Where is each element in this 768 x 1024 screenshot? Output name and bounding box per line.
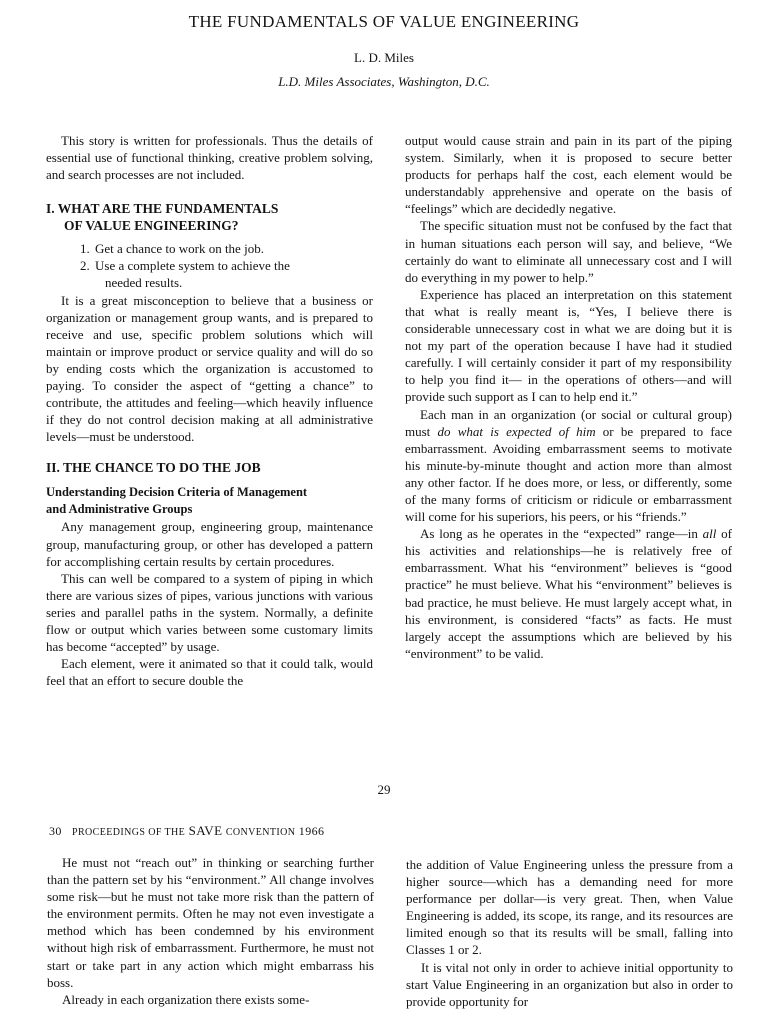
as-long-emphasis: all (702, 526, 717, 542)
each-man-emphasis: do what is expected of him (437, 423, 596, 439)
as-long-text-a: As long as he operates in the “expected” range—in (420, 526, 703, 542)
misconception-paragraph: It is a great misconception to believe that a business or organization or management group wants, and is prepared to receive and use, specific problem solutions which will maintain or improve product or service quality and will do so by ending costs which the organization is accustomed to paying. To consider the aspect of “getting a chance” to contribute, the attitudes and feeling—which heavily influence if they do not control decision making at all administrative levels—must be understood. (46, 292, 373, 445)
reach-out-paragraph: He must not “reach out” in thinking or searching further than the pattern set by his “environment.” All change involves some risk—but he must not take more risk than the pattern of the environment permits. Often he may not even investigate a method which has been condemned by his environment without high risk of embarrassment. Furthermore, he must not start or take part in any action which might embarrass his boss. (47, 855, 374, 990)
fundamentals-list (46, 240, 373, 291)
each-man-text-a: Each man in an organization (or social or cultural group) must (405, 406, 732, 439)
as-long-paragraph (405, 525, 732, 662)
specific-situation-paragraph: The specific situation must not be confused by the fact that in human situations each person will say, and believe, “We certainly do want to eliminate all unnecessary cost and I will do everything in my power to help.” (405, 218, 732, 285)
section-heading-2: II. THE CHANCE TO DO THE JOB (46, 460, 261, 476)
section-heading-1-line2: OF VALUE ENGINEERING? (64, 218, 239, 234)
intro-paragraph: This story is written for professionals. Thus the details of essential use of functional thinking, creative problem solving, and search processes are not included. (46, 133, 373, 183)
running-header-text-b: CONVENTION (225, 827, 296, 838)
list-item (93, 257, 373, 291)
column-left-top (46, 132, 373, 689)
author-name: L. D. Miles (354, 50, 414, 65)
column-left-bottom (47, 854, 374, 1008)
running-header (49, 823, 324, 839)
as-long-text-b: of his activities and relationships—he is relatively free of embarrassment. What his “environment” believes is “good practice” he must believe. What his “environment” believes is bad practice, he must believe. He must largely accept what, in his environment, is considered “facts” as facts. He must largely accept the assumptions which are believed by his “environment” to be valid. (405, 526, 732, 661)
list-item: 1. Get a chance to work on the job. (93, 240, 373, 257)
running-header-page: 30 (49, 824, 62, 838)
groups-paragraph: Any management group, engineering group, maintenance group, manufacturing group, or other has developed a pattern for accomplishing certain results by certain procedures. (46, 519, 373, 569)
running-header-save: SAVE (188, 823, 223, 838)
column-right-top (405, 132, 732, 662)
experience-paragraph: Experience has placed an interpretation on this statement that what is really meant is, “Yes, I believe there is considerable unnecessary cost in what we are doing but it is not my part of the operation because I have had it studied carefully. I will certainly consider it part of my responsibility to help you find it— in the operations of others—and will provide such support as I can to help end it.” (405, 286, 732, 405)
running-header-year: 1966 (298, 824, 325, 838)
column-right-bottom (406, 856, 733, 1010)
subsection-heading-line2: and Administrative Groups (46, 502, 193, 517)
subsection-heading-line1: Understanding Decision Criteria of Management (46, 485, 308, 500)
vital-paragraph: It is vital not only in order to achieve initial opportunity to start Value Engineering in an organization but also in order to provide opportunity for (406, 959, 733, 1009)
article-title: THE FUNDAMENTALS OF VALUE ENGINEERING (188, 12, 580, 31)
addition-paragraph: the addition of Value Engineering unless the pressure from a higher source—which has a demanding need for more performance per dollar—is very great. Then, when Value Engineering is added, its scope, its range, and its resources are limited enough so that its results will be small, falling into Classes 1 or 2. (406, 857, 733, 958)
each-man-paragraph (405, 406, 732, 526)
subsection-heading (46, 484, 373, 518)
running-header-text-a: PROCEEDINGS OF THE (72, 827, 186, 838)
section-heading-1 (46, 200, 373, 234)
section-heading-1-line1: I. WHAT ARE THE FUNDAMENTALS (46, 201, 279, 217)
element-paragraph: Each element, were it animated so that it could talk, would feel that an effort to secure double the (46, 656, 373, 689)
each-man-text-b: or be prepared to face embarrassment. Avoiding embarrassment seems to motivate his minute-by-minute thought and action more than almost any other factor. If he does more, or less, or differently, some of the many forms of criticism or ridicule or embarrassment will come for his superiors, his peers, or his “friends.” (405, 423, 732, 525)
already-paragraph: Already in each organization there exists some- (62, 991, 310, 1007)
author-affiliation: L.D. Miles Associates, Washington, D.C. (278, 74, 490, 89)
list-item-2-line1: Use a complete system to achieve the (95, 258, 290, 274)
continued-paragraph: output would cause strain and pain in its part of the piping system. Similarly, when it is proposed to secure better products for perhaps half the cost, each element would be understandably apprehensive and operate on the basis of “feelings” which are decidedly negative. (405, 133, 732, 217)
page-number: 29 (377, 782, 391, 797)
list-item-2-line2: needed results. (105, 275, 183, 291)
piping-paragraph: This can well be compared to a system of piping in which there are various sizes of pipes, various junctions with various series and parallel paths in the system. Normally, a definite flow or output which varies between some customary limits has become “accepted” by usage. (46, 570, 373, 655)
